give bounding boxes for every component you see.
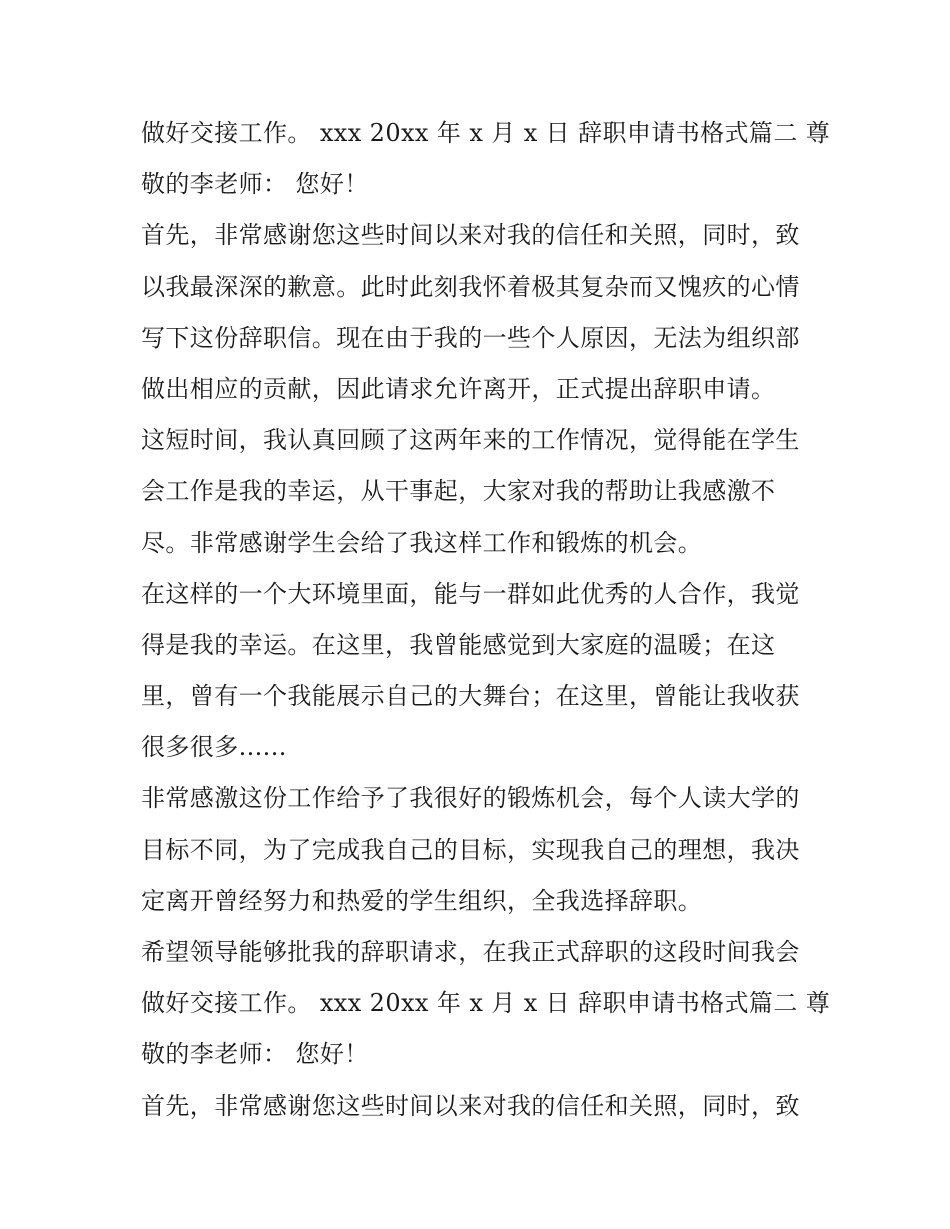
text-line: 敬的李老师： 您好！ bbox=[141, 170, 369, 199]
text-line: 这短时间，我认真回顾了这两年来的工作情况，觉得能在学生 bbox=[141, 426, 800, 455]
text-line: 定离开曾经努力和热爱的学生组织，全我选择辞职。 bbox=[141, 886, 703, 915]
text-line: 希望领导能够批我的辞职请求，在我正式辞职的这段时间我会 bbox=[141, 938, 800, 966]
text-line: 会工作是我的幸运，从干事起，大家对我的帮助让我感激不 bbox=[141, 477, 776, 506]
document-body bbox=[141, 108, 831, 1132]
text-line: 尽。非常感谢学生会给了我这样工作和锻炼的机会。 bbox=[141, 528, 703, 557]
text-line: 写下这份辞职信。现在由于我的一些个人原因，无法为组织部 bbox=[141, 323, 800, 352]
text-line: 里，曾有一个我能展示自己的大舞台；在这里，曾能让我收获 bbox=[141, 682, 800, 711]
text-line: 首先，非常感谢您这些时间以来对我的信任和关照，同时，致 bbox=[141, 1091, 800, 1120]
text-line: 做好交接工作。 xxx 20xx 年 x 月 x 日 辞职申请书格式篇二 尊 bbox=[141, 119, 831, 147]
text-line: 做出相应的贡献，因此请求允许离开，正式提出辞职申请。 bbox=[141, 374, 776, 403]
text-line: 目标不同，为了完成我自己的目标，实现我自己的理想，我决 bbox=[141, 835, 800, 864]
text-line: 在这样的一个大环境里面，能与一群如此优秀的人合作，我觉 bbox=[141, 579, 800, 608]
text-line: 敬的李老师： 您好！ bbox=[141, 1040, 369, 1069]
text-line: 很多很多...... bbox=[141, 733, 287, 762]
text-line: 得是我的幸运。在这里，我曾能感觉到大家庭的温暖；在这 bbox=[141, 630, 776, 659]
text-line: 首先，非常感谢您这些时间以来对我的信任和关照，同时，致 bbox=[141, 221, 800, 250]
text-line: 以我最深深的歉意。此时此刻我怀着极其复杂而又愧疚的心情 bbox=[141, 272, 800, 301]
text-line: 非常感激这份工作给予了我很好的锻炼机会，每个人读大学的 bbox=[141, 784, 800, 813]
text-line: 做好交接工作。 xxx 20xx 年 x 月 x 日 辞职申请书格式篇二 尊 bbox=[141, 989, 831, 1018]
